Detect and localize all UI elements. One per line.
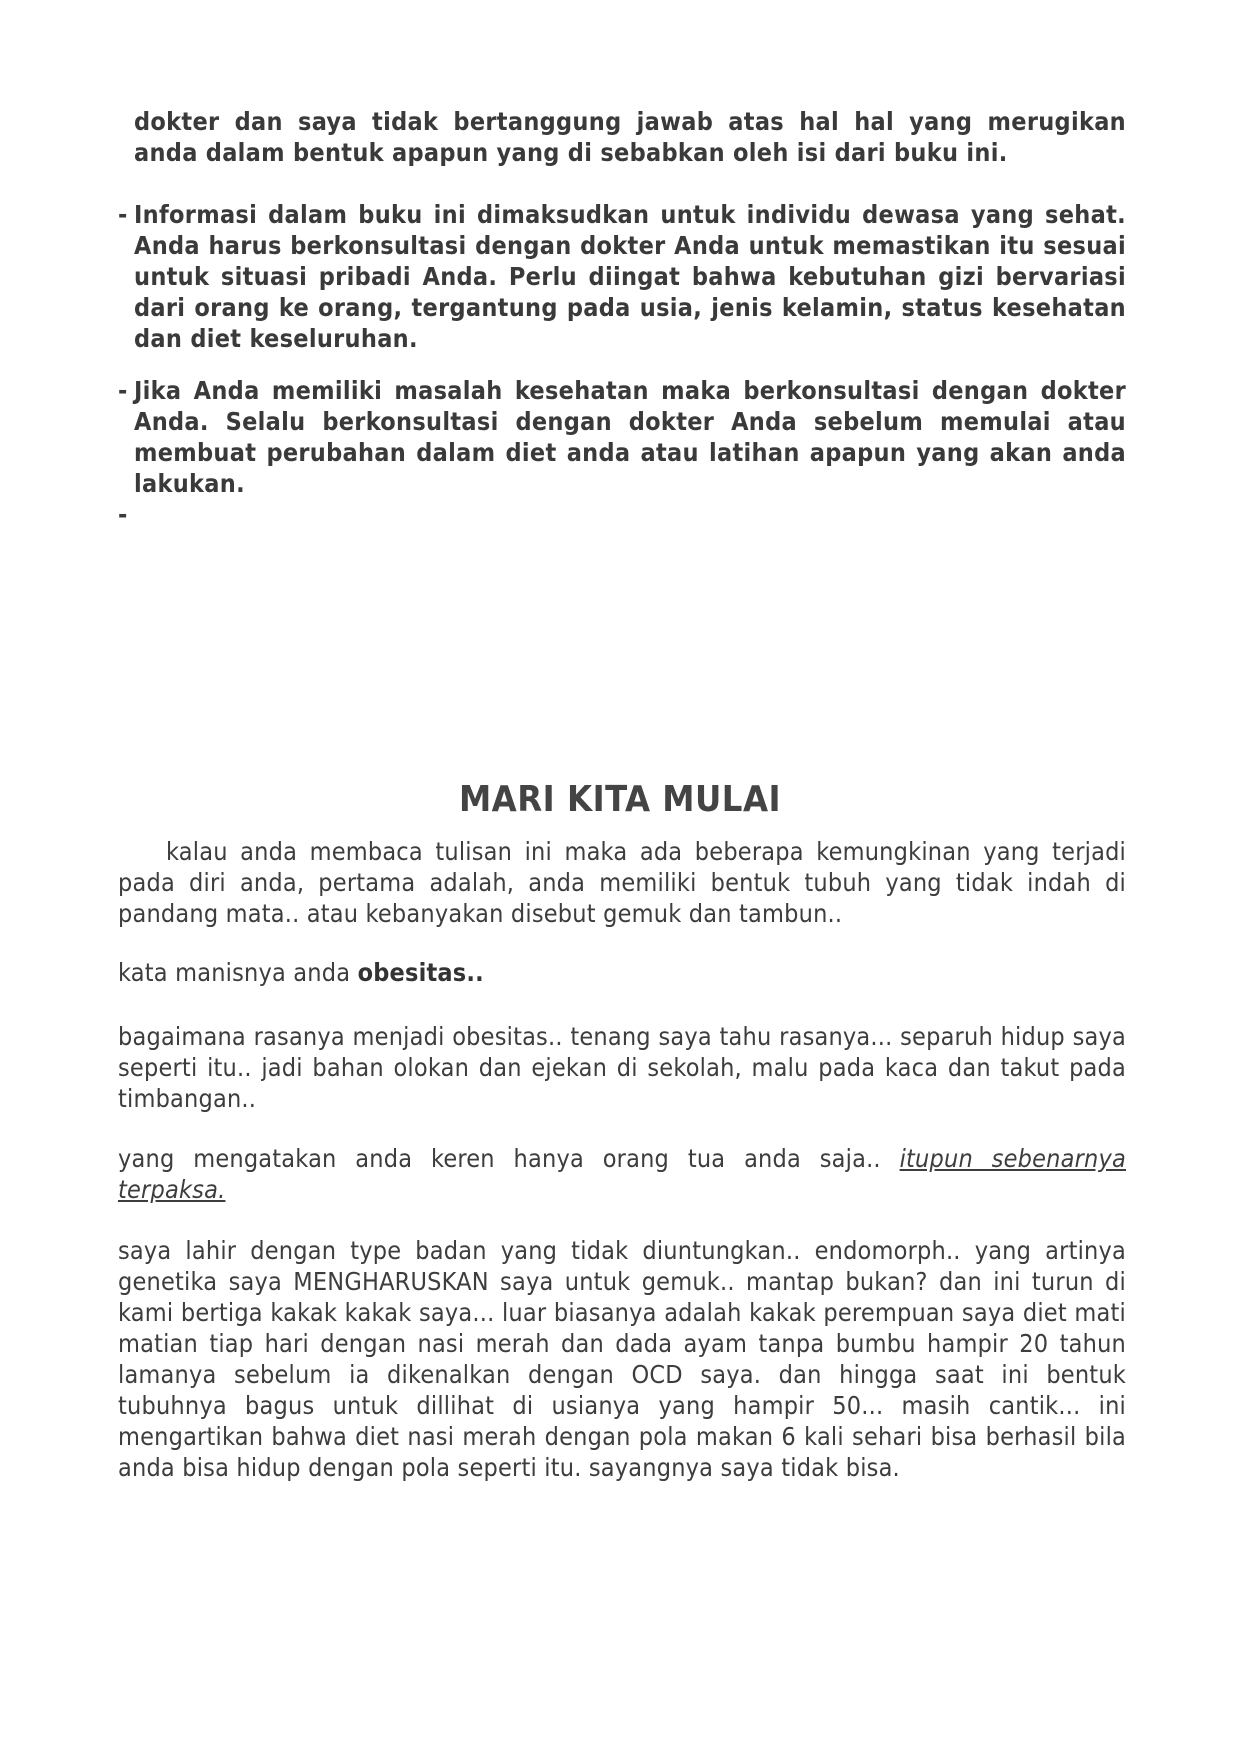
bullet-text: Informasi dalam buku ini dimaksudkan untuk individu dewasa yang sehat. Anda harus berkonsultasi dengan dokter Anda untuk memastikan itu sesuai untuk situasi pribadi Anda. Perlu diingat bahwa kebutuhan gizi bervariasi dari orang ke orang, tergantung pada usia, jenis kelamin, status kesehatan dan diet keseluruhan. <box>134 200 1126 353</box>
paragraph-4-lead: yang mengatakan anda keren hanya orang tua anda saja.. <box>118 1144 900 1173</box>
paragraph-2 <box>118 957 1126 988</box>
paragraph-2-lead: kata manisnya anda <box>118 958 358 987</box>
paragraph-4 <box>118 1143 1126 1205</box>
terpaksa-emphasis: itupun sebenarnya terpaksa. <box>118 1144 1126 1204</box>
bullet-dash: - <box>118 500 128 529</box>
bullet-text: Jika Anda memiliki masalah kesehatan maka berkonsultasi dengan dokter Anda. Selalu berkonsultasi dengan dokter Anda sebelum memulai atau membuat perubahan dalam diet anda atau latihan apapun yang akan anda lakukan. <box>134 376 1126 498</box>
paragraph-1-text: kalau anda membaca tulisan ini maka ada beberapa kemungkinan yang terjadi pada diri anda, pertama adalah, anda memiliki bentuk tubuh yang tidak indah di pandang mata.. atau kebanyakan disebut gemuk dan tambun.. <box>118 837 1126 928</box>
disclaimer-continuation <box>118 106 1126 168</box>
section-title: MARI KITA MULAI <box>458 779 782 820</box>
paragraph-3 <box>118 1021 1126 1114</box>
bullet-dash: - <box>118 376 128 405</box>
paragraph-5-text: saya lahir dengan type badan yang tidak diuntungkan.. endomorph.. yang artinya genetika saya MENGHARUSKAN saya untuk gemuk.. mantap bukan? dan ini turun di kami bertiga kakak kakak saya... luar biasanya adalah kakak perempuan saya diet mati matian tiap hari dengan nasi merah dan dada ayam tanpa bumbu hampir 20 tahun lamanya sebelum ia dikenalkan dengan OCD saya. dan hingga saat ini bentuk tubuhnya bagus untuk dillihat di usianya yang hampir 50... masih cantik... ini mengartikan bahwa diet nasi merah dengan pola makan 6 kali sehari bisa berhasil bila anda bisa hidup dengan pola seperti itu. sayangnya saya tidak bisa. <box>118 1236 1126 1482</box>
disclaimer-bullet-2 <box>118 375 1126 499</box>
bullet-text <box>134 499 1126 530</box>
paragraph-5 <box>118 1235 1126 1483</box>
paragraph-1 <box>118 836 1126 929</box>
paragraph-3-text: bagaimana rasanya menjadi obesitas.. tenang saya tahu rasanya... separuh hidup saya seperti itu.. jadi bahan olokan dan ejekan di sekolah, malu pada kaca dan takut pada timbangan.. <box>118 1022 1126 1113</box>
disclaimer-bullet-1 <box>118 199 1126 354</box>
disclaimer-bullet-3 <box>118 499 1126 530</box>
disclaimer-continuation-text: dokter dan saya tidak bertanggung jawab atas hal hal yang merugikan anda dalam bentuk apapun yang di sebabkan oleh isi dari buku ini. <box>134 107 1126 167</box>
obesitas-bold: obesitas.. <box>357 958 484 987</box>
bullet-dash: - <box>118 200 128 229</box>
